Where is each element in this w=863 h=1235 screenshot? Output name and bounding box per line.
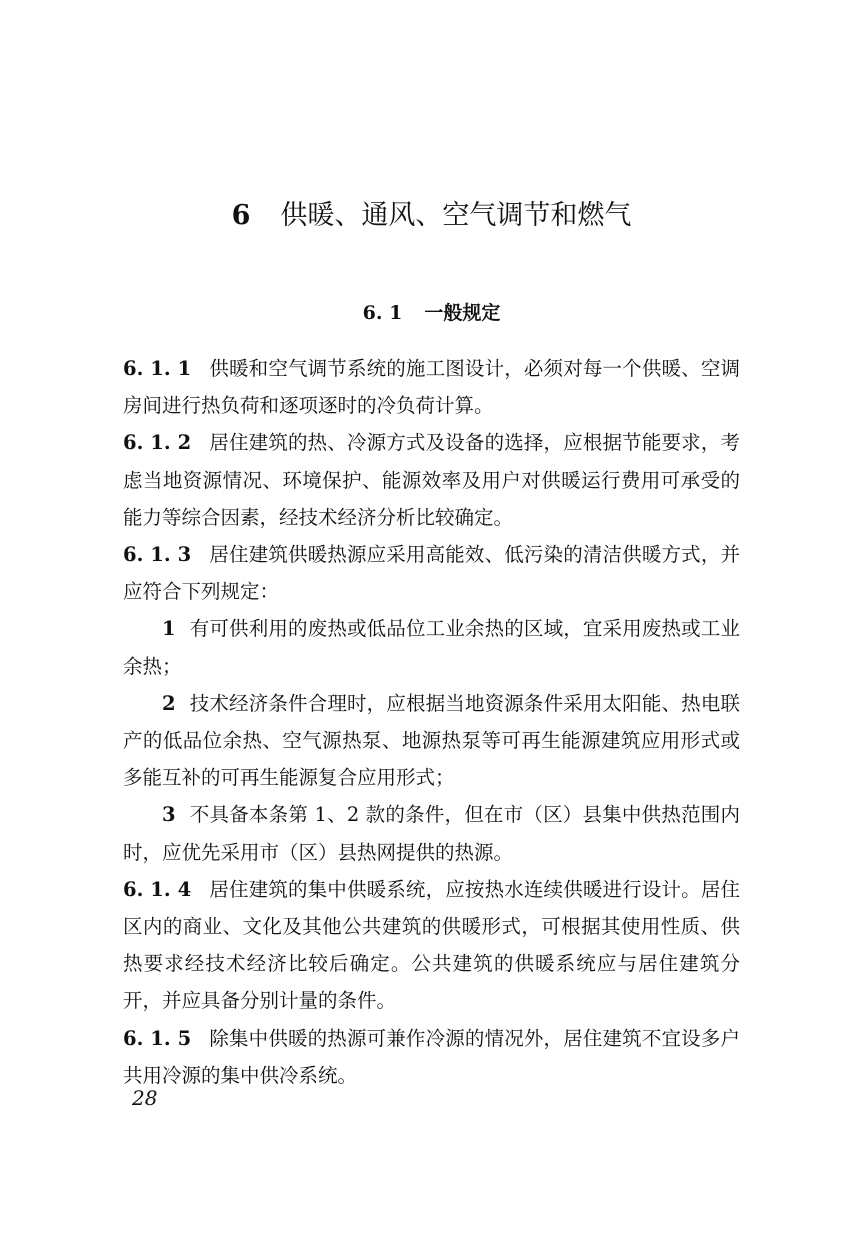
section-title-text: 一般规定 xyxy=(424,302,501,324)
section-title xyxy=(0,298,863,328)
section-number: 6. 1 xyxy=(362,302,403,324)
clause-text: 居住建筑的集中供暖系统，应按热水连续供暖进行设计。居住区内的商业、文化及其他公共建筑的供暖形式，可根据其使用性质、供热要求经技术经济比较后确定。公共建筑的供暖系统应与居住建筑分开，并应具备分别计量的条件。 xyxy=(123,877,740,1013)
clause-number: 6. 1. 4 xyxy=(123,877,192,901)
clause-6-1-1 xyxy=(123,350,740,424)
clause-6-1-3-item-2 xyxy=(123,685,740,797)
clause-number: 6. 1. 3 xyxy=(123,543,192,567)
clause-6-1-3 xyxy=(123,536,740,610)
item-text: 有可供利用的废热或低品位工业余热的区域，宜采用废热或工业余热； xyxy=(123,617,740,678)
item-number: 3 xyxy=(162,803,176,827)
page-number: 28 xyxy=(132,1086,158,1110)
clause-6-1-5 xyxy=(123,1020,740,1094)
clause-number: 6. 1. 5 xyxy=(123,1026,192,1050)
item-text: 不具备本条第 1、2 款的条件，但在市（区）县集中供热范围内时，应优先采用市（区）县热网提供的热源。 xyxy=(123,803,740,864)
item-number: 2 xyxy=(162,691,176,715)
clause-text: 除集中供暖的热源可兼作冷源的情况外，居住建筑不宜设多户共用冷源的集中供冷系统。 xyxy=(123,1026,740,1087)
item-text: 技术经济条件合理时，应根据当地资源条件采用太阳能、热电联产的低品位余热、空气源热泵、地源热泵等可再生能源建筑应用形式或多能互补的可再生能源复合应用形式； xyxy=(123,691,740,790)
clause-text: 供暖和空气调节系统的施工图设计，必须对每一个供暖、空调房间进行热负荷和逐项逐时的冷负荷计算。 xyxy=(123,357,740,418)
item-number: 1 xyxy=(162,617,176,641)
clause-number: 6. 1. 2 xyxy=(123,431,192,455)
clause-6-1-4 xyxy=(123,871,740,1020)
body-text xyxy=(123,350,740,1094)
clause-text: 居住建筑的热、冷源方式及设备的选择，应根据节能要求，考虑当地资源情况、环境保护、能源效率及用户对供暖运行费用可承受的能力等综合因素，经技术经济分析比较确定。 xyxy=(123,431,740,529)
clause-6-1-3-item-1 xyxy=(123,610,740,684)
chapter-title xyxy=(0,196,863,236)
clause-text: 居住建筑供暖热源应采用高能效、低污染的清洁供暖方式，并应符合下列规定： xyxy=(123,543,740,604)
clause-6-1-2 xyxy=(123,424,740,536)
chapter-number: 6 xyxy=(231,200,251,231)
chapter-title-text: 供暖、通风、空气调节和燃气 xyxy=(280,200,632,231)
clause-number: 6. 1. 1 xyxy=(123,357,192,380)
clause-6-1-3-item-3 xyxy=(123,796,740,870)
